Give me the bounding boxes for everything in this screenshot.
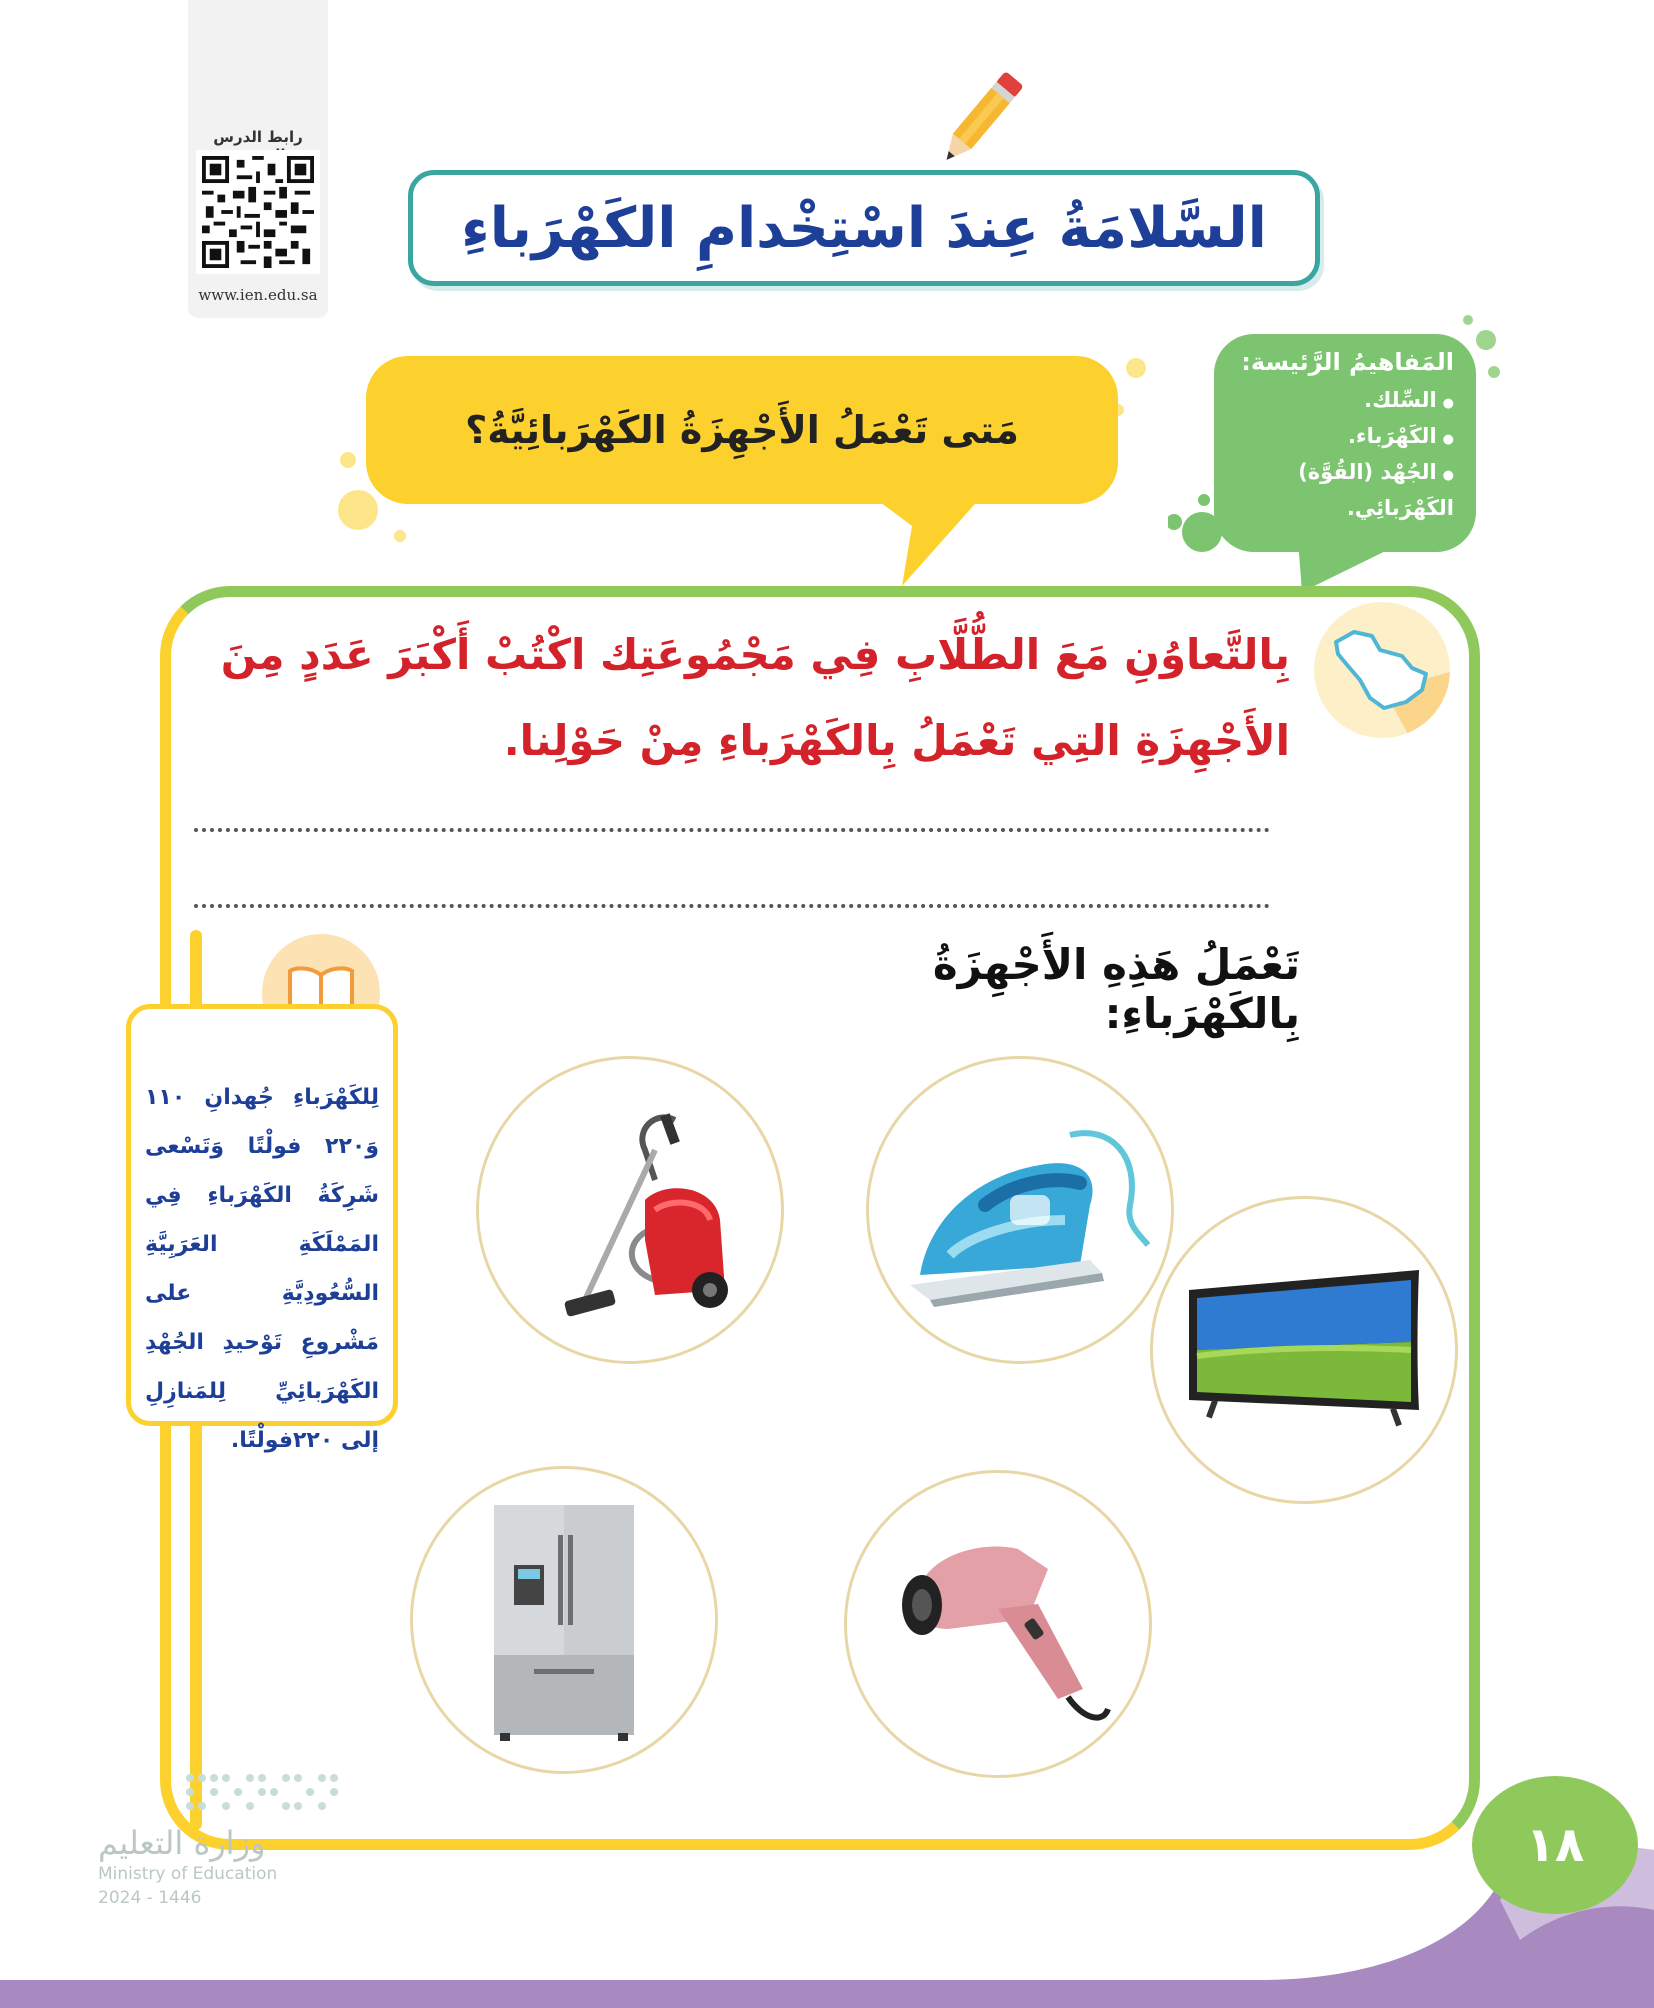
answer-line-2[interactable] xyxy=(194,904,1270,908)
lesson-title-box xyxy=(408,170,1320,286)
question-bubble-tail xyxy=(872,496,992,588)
television-icon xyxy=(1179,1260,1429,1440)
ministry-year: 2024 - 1446 xyxy=(98,1888,202,1908)
activity-instruction: بِالتَّعاوُنِ مَعَ الطُّلَّابِ فِي مَجْمُوعَتِك اكْتُبْ أَكْبَرَ عَدَدٍ مِنَ الأَجْهِزَةِ التِي تَعْمَلُ بِالكَهْرَباءِ مِنْ حَوْلِنا. xyxy=(220,630,1290,765)
key-concept-item: ● الكَهْرَباء. xyxy=(1236,420,1454,456)
page-number-bubble xyxy=(1472,1776,1638,1914)
qr-caption: رابط الدرس xyxy=(213,128,303,146)
qr-url[interactable]: www.ien.edu.sa xyxy=(198,286,318,304)
device-hair-dryer xyxy=(844,1470,1152,1778)
key-concept-item: ● السِّلك. xyxy=(1236,384,1454,420)
device-television xyxy=(1150,1196,1458,1504)
answer-line-1[interactable] xyxy=(194,828,1270,832)
iron-icon xyxy=(890,1095,1150,1325)
hair-dryer-icon xyxy=(878,1509,1118,1739)
fact-text: لِلكَهْرَباءِ جُهدانِ ١١٠ وَ٢٢٠ فولْتًا وَتَسْعى شَرِكَةُ الكَهْرَباءِ فِي المَمْلَكَةِ العَرَبِيَّةِ السُّعُودِيَّةِ على مَشْروعِ تَوْحيدِ الجُهْدِ الكَهْرَبائِيِّ لِلمَنازِلِ إلى ٢٢٠فولْتًا. xyxy=(145,1085,379,1453)
lesson-title: السَّلامَةُ عِندَ اسْتِخْدامِ الكَهْرَباءِ xyxy=(461,195,1267,261)
key-concept-item: ● الجُهْد (القُوَّة) الكَهْرَبائِي. xyxy=(1236,456,1454,524)
saudi-map-badge xyxy=(1314,602,1450,738)
ministry-name-en: Ministry of Education xyxy=(98,1864,278,1884)
key-concepts-heading: المَفاهيمُ الرَّئيسة: xyxy=(1241,348,1454,376)
vacuum-cleaner-icon xyxy=(505,1090,755,1330)
concepts-bubble-tail xyxy=(1298,540,1408,592)
key-concepts-list xyxy=(1236,384,1454,524)
device-iron xyxy=(866,1056,1174,1364)
bottom-band-decoration xyxy=(0,1840,1654,2008)
key-concepts-bubble xyxy=(1214,334,1476,552)
ministry-logo-icon xyxy=(180,1768,350,1822)
ministry-name-ar: وزارة التعليم xyxy=(98,1824,266,1862)
page-number: ١٨ xyxy=(1525,1817,1585,1873)
question-text: مَتى تَعْمَلُ الأَجْهِزَةُ الكَهْرَبائِيَّةُ؟ xyxy=(465,408,1019,452)
fact-box xyxy=(126,1004,398,1453)
qr-card xyxy=(188,0,328,318)
device-refrigerator xyxy=(410,1466,718,1774)
question-bubble xyxy=(366,356,1118,504)
device-vacuum-cleaner xyxy=(476,1056,784,1364)
saudi-map-icon xyxy=(1314,602,1450,738)
devices-heading: تَعْمَلُ هَذِهِ الأَجْهِزَةُ بِالكَهْرَباءِ: xyxy=(932,940,1300,1038)
pencil-icon xyxy=(920,60,1040,180)
refrigerator-icon xyxy=(474,1495,654,1745)
qr-code[interactable] xyxy=(196,150,320,274)
